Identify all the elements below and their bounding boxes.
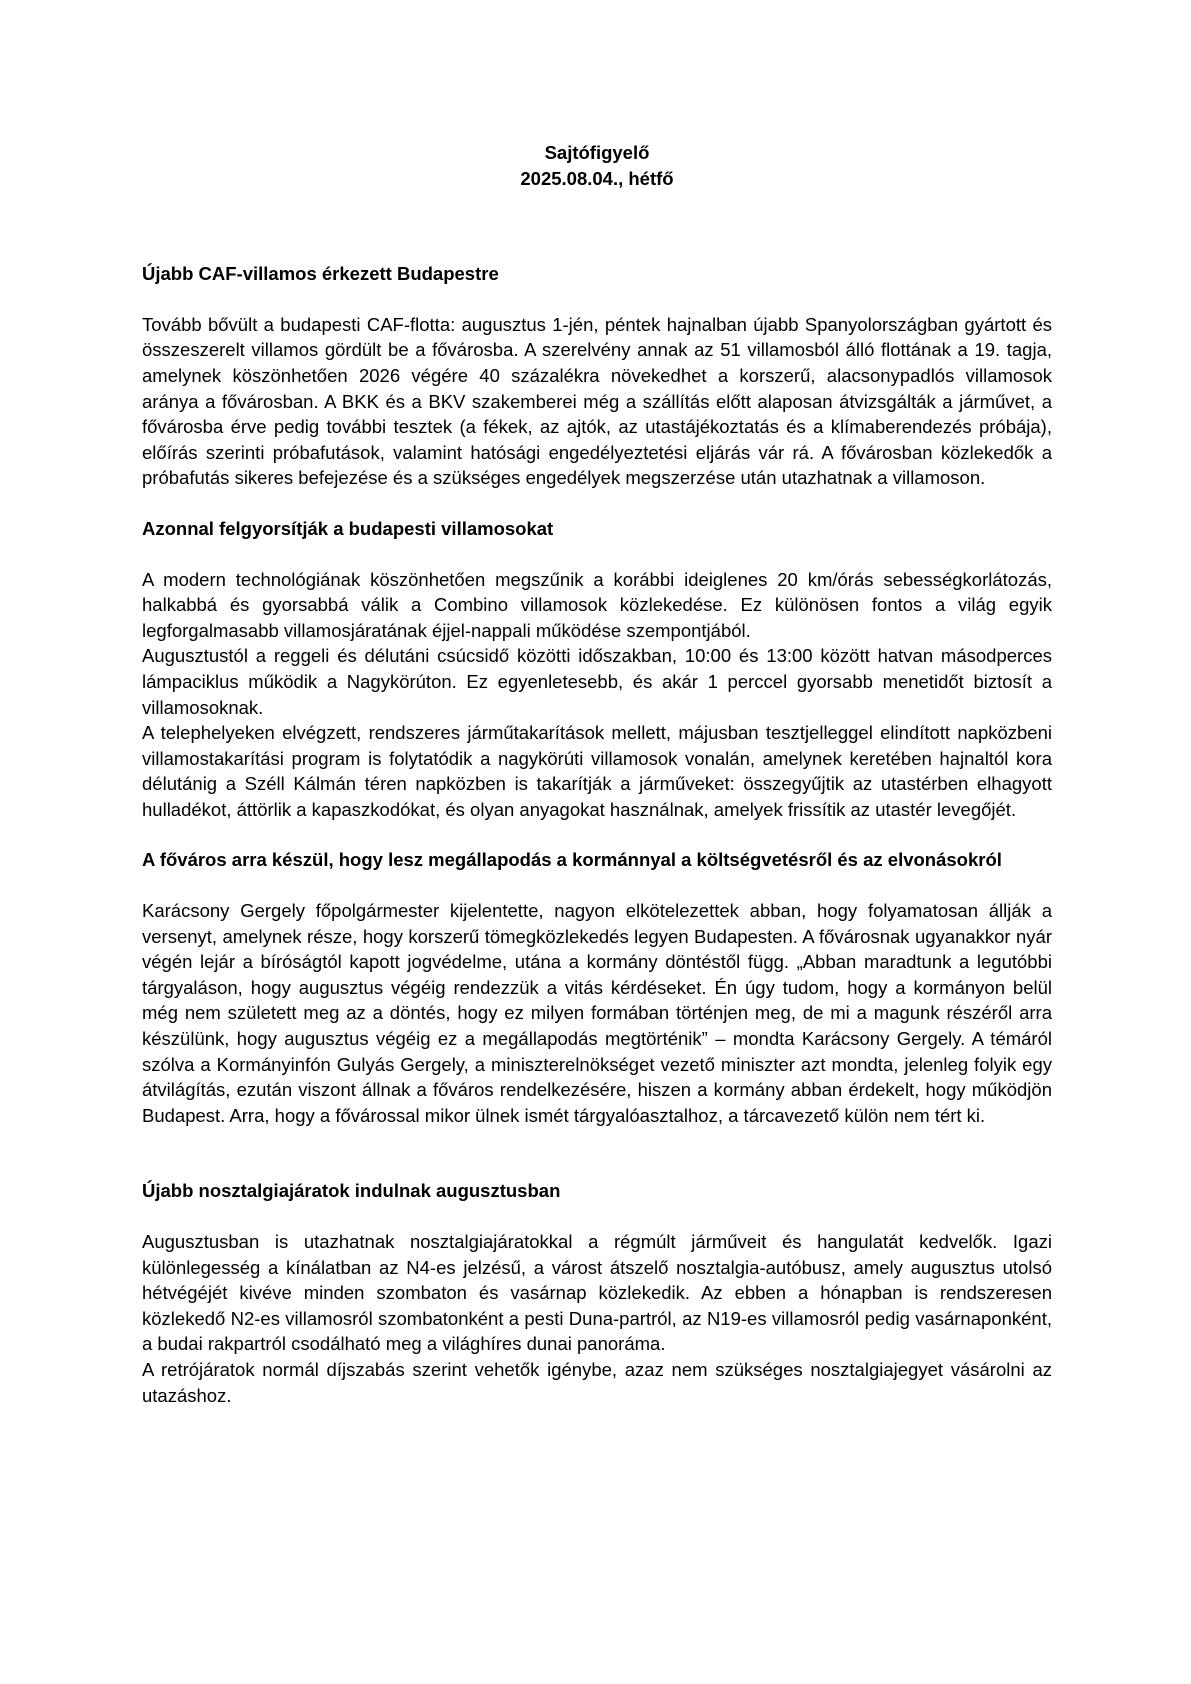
article-heading: Újabb nosztalgiajáratok indulnak augusztusban (142, 1180, 561, 1202)
article-paragraph: Augusztusban is utazhatnak nosztalgiajáratokkal a régmúlt járműveit és hangulatát kedvelők. Igazi különlegesség a kínálatban az N4-es jelzésű, a várost átszelő nosztalgia-autóbusz, amely augusztus utolsó hétvégéjét kivéve minden szombaton és vasárnap közlekedik. Az ebben a hónapban is rendszeresen közlekedő N2-es villamosról szombatonként a pesti Duna-partról, az N19-es villamosról pedig vasárnaponként, a budai rakpartról csodálható meg a világhíres dunai panoráma. (142, 1231, 1052, 1355)
article-caf-tram (142, 261, 1052, 491)
article-heading: A főváros arra készül, hogy lesz megállapodás a kormánnyal a költségvetésről és az elvonásokról (142, 849, 1002, 871)
document-date: 2025.08.04., hétfő (520, 167, 674, 189)
article-paragraph: Karácsony Gergely főpolgármester kijelentette, nagyon elkötelezettek abban, hogy folyamatosan állják a versenyt, amelynek része, hogy korszerű tömegközlekedés legyen Budapesten. A fővárosnak ugyanakkor nyár végén lejár a bíróságtól kapott jogvédelme, utána a kormány döntéstől függ. „Abban maradtunk a legutóbbi tárgyaláson, hogy augusztus végéig rendezzük a vitás kérdéseket. Én úgy tudom, hogy a kormányon belül még nem született meg az a döntés, hogy ez milyen formában történjen meg, de mi a magunk részéről arra készülünk, hogy augusztus végéig ez a megállapodás megtörténik” – mondta Karácsony Gergely. A témáról szólva a Kormányinfón Gulyás Gergely, a miniszterelnökséget vezető miniszter azt mondta, jelenleg folyik egy átvilágítás, ezután viszont állnak a főváros rendelkezésére, hiszen a kormány abban érdekelt, hogy működjön Budapest. Arra, hogy a fővárossal mikor ülnek ismét tárgyalóasztalhoz, a tárcavezető külön nem tért ki. (142, 900, 1052, 1126)
article-paragraph: Tovább bővült a budapesti CAF-flotta: augusztus 1-jén, péntek hajnalban újabb Spanyolországban gyártott és összeszerelt villamos gördült be a fővárosba. A szerelvény annak az 51 villamosból álló flottának a 19. tagja, amelynek köszönhetően 2026 végére 40 százalékra növekedhet a korszerű, alacsonypadlós villamosok aránya a fővárosban. A BKK és a BKV szakemberei még a szállítás előtt alaposan átvizsgálták a járművet, a fővárosba érve pedig további tesztek (a fékek, az ajtók, az utastájékoztatás és a klímaberendezés próbája), előírás szerinti próbafutások, valamint hatósági engedélyeztetési eljárás vár rá. A fővárosban közlekedők a próbafutás sikeres befejezése és a szükséges engedélyek megszerzése után utazhatnak a villamoson. (142, 313, 1052, 489)
article-paragraph: A retrójáratok normál díjszabás szerint vehetők igénybe, azaz nem szükséges nosztalgiajegyet vásárolni az utazáshoz. (142, 1358, 1052, 1406)
document-page (142, 140, 1052, 1433)
article-nostalgia-lines (142, 1178, 1052, 1408)
article-paragraph: A modern technológiának köszönhetően megszűnik a korábbi ideiglenes 20 km/órás sebességkorlátozás, halkabbá és gyorsabbá válik a Combino villamosok közlekedése. Ez különösen fontos a világ egyik legforgalmasabb villamosjáratának éjjel-nappali működése szempontjából. (142, 568, 1052, 641)
document-title: Sajtófigyelő (544, 142, 650, 163)
article-paragraph: A telephelyeken elvégzett, rendszeres járműtakarítások mellett, májusban tesztjelleggel elindított napközbeni villamostakarítási program is folytatódik a nagykörúti villamosok vonalán, amelynek keretében hajnaltól kora délutánig a Széll Kálmán téren napközben is takarítják a járműveket: összegyűjtik az utastérben elhagyott hulladékot, áttörlik a kapaszkodókat, és olyan anyagokat használnak, amelyek frissítik az utastér levegőjét. (142, 722, 1052, 820)
article-tram-speedup (142, 516, 1052, 823)
article-heading: Újabb CAF-villamos érkezett Budapestre (142, 263, 499, 285)
document-header (142, 140, 1052, 191)
article-paragraph: Augusztustól a reggeli és délutáni csúcsidő közötti időszakban, 10:00 és 13:00 között hatvan másodperces lámpaciklus működik a Nagykörúton. Ez egyenletesebb, és akár 1 perccel gyorsabb menetidőt biztosít a villamosoknak. (142, 645, 1052, 718)
article-heading: Azonnal felgyorsítják a budapesti villamosokat (142, 517, 554, 539)
article-budget-agreement (142, 847, 1052, 1128)
